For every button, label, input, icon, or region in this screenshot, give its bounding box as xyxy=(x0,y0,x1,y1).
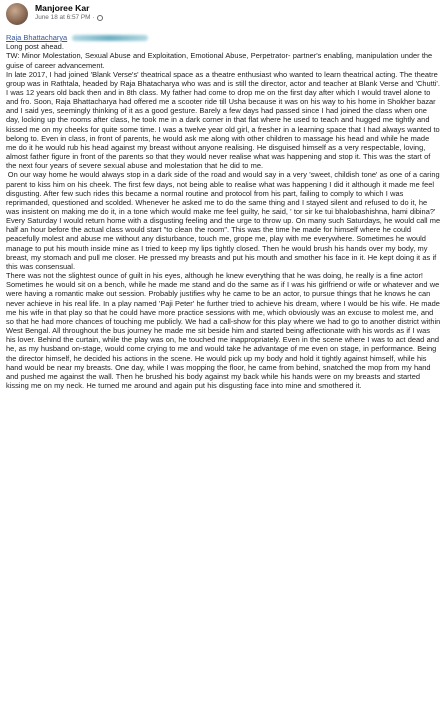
post-body xyxy=(6,33,441,390)
avatar[interactable] xyxy=(6,3,28,25)
post-meta xyxy=(35,3,103,21)
post-paragraph: TW: Minor Molestation, Sexual Abuse and Exploitation, Emotional Abuse, Perpetrator- partner's enabling, manipulation under the guise of career advancement. xyxy=(6,51,433,70)
author-name[interactable]: Manjoree Kar xyxy=(35,3,90,13)
redacted-text xyxy=(72,35,148,41)
meta-separator: · xyxy=(92,13,95,21)
mention-link[interactable]: Raja Bhattacharya xyxy=(6,33,68,42)
post-timestamp[interactable]: June 18 at 6:57 PM xyxy=(35,13,91,21)
post-paragraph: Long post ahead. xyxy=(6,42,64,52)
tag-row xyxy=(6,33,441,42)
globe-icon xyxy=(97,15,103,21)
post-paragraph: There was not the slightest ounce of guilt in his eyes, although he knew everything that he was doing, he really is a fine actor! Sometimes he would sit on a bench, while he made me stand and do the same as if I was his girlfriend or wife or whatever and we were having a romantic make out session. Probably justifies why he came to be an actor, to pursue things that he knows he can never achieve in his real life. In a play named 'Paji Peter' he further tried to achieve his dream, where I would be his wife. He made me his wife in that play so that he could have more practice sessions with me, which obviously was an excuse to molest me, and so that he had more chances of touching me publicly. We had a call-show for this play where we had to go to another district within West Bengal. All throughout the bus journey he made me sit beside him and started being affectionate with his words as if I was his lover. Behind the curtain, while the play was on, he touched me inappropriately. Even in the scene where I was to act dead and he, as my husband on-stage, would come crying to me and would take he advantage of me even on stage, in performance. Being the director himself, he decided his actions in the scene. He would pick up my body and hold it tightly against himself, while his hand would be near my breasts. One day, while I was mopping the floor, he came from behind, snatched the mop from my hand and pushed me against the wall. Then he brushed his body against my back while his hands were on my breasts and started kissing me on my neck. He turned me around and again put his disgusting face into mine and smothered it. xyxy=(6,271,441,390)
post-header xyxy=(6,3,441,27)
time-row xyxy=(35,15,103,21)
post-paragraph: In late 2017, I had joined 'Blank Verse's' theatrical space as a theatre enthusiast who wanted to learn theatrical acting. The theatre group was in Rathtala, headed by Raja Bhatacharya who was and is still the director, actor and teacher at Blank Verse and 'Chutti'. I was 12 years old back then and in 8th class. My father had come to drop me on the first day after which I would travel alone to and fro. Soon, Raja Bhattacharya had offered me a scooter ride till Usha because it was on his way to his home in Shokher bazar and I said yes, seemingly thinking of it as a good gesture. Barely a few days had passed since I had joined the class when one day, locking up the rooms after class, he took me in a dark corner in that flat where he used to teach and hugged me tightly and kissed me on my cheeks for quite some time. I was a twelve year old girl, a fresher in a learning space that I had always wanted to belong to. Even in class, in front of parents, he would ask me along with other children to massage his head and while he made me do it he would rub his head against my breast without anyone realising. He disguised himself as a very respectable, loving, almost father figure in front of the parents so that they would never realise what was happening and stop it. This was the start of the next four years of severe sexual abuse and molestation that he did to me. xyxy=(6,69,440,171)
post-paragraph: On our way home he would always stop in a dark side of the road and would say in a very 'sweet, childish tone' as one of a caring parent to kiss him on his cheek. The first few days, not being able to realise what was happening I did it although it made me feel disgusting. After few such rides this became a normal routine and protocol from his part, failing to comply to which I was reprimanded, questioned and scolded. Whenever he asked me to do the same thing and I stayed silent and refused to do it, he was insistent on making me do it, in a tone which would make me feel guilty, he said, ' tor sir ke tui bhalobashishna, hami dibina?' Every Saturday I would return home with a disgusting feeling and the urge to throw up. On many such Saturdays, he would call me half an hour before the actual class would start "to clean the room". This was the time he made for himself where he could peacefully molest and abuse me without any disturbance, touch me, grope me, play with me everywhere. Sometimes he would manage to put his mouth inside mine as I tried to keep my lips tightly closed. Then he would brush his hands over my body, my breast, my stomach and pull me closer. He pressed my breasts and put his mouth and smother his face in it. He kept doing it as if this was consensual. xyxy=(6,170,441,271)
